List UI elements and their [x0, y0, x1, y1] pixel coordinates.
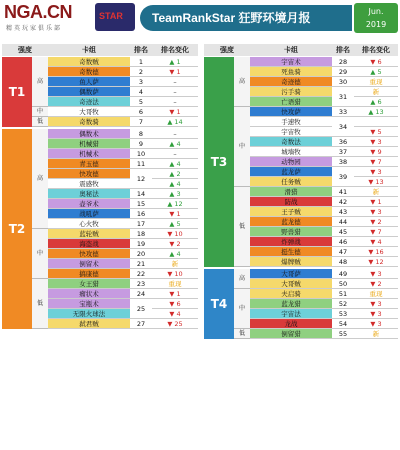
sub-tier-label: 低: [234, 187, 250, 267]
deck-name: 龙战: [250, 319, 332, 329]
rank-value: 16: [130, 209, 152, 219]
rank-value: 44: [332, 217, 354, 227]
rank-value: 24: [130, 289, 152, 299]
rank-change: 新: [152, 259, 198, 269]
deck-name: 偶数术: [48, 129, 130, 139]
deck-name: 蓝龙猎: [250, 299, 332, 309]
rank-change: ▲ 6: [354, 97, 398, 107]
sub-tier-label: 高: [32, 129, 48, 229]
rank-value: 28: [332, 57, 354, 67]
sub-tier-label: 低: [32, 279, 48, 329]
deck-name: 弑君贼: [48, 319, 130, 329]
rank-change: ▼ 3: [354, 137, 398, 147]
rank-value: 45: [332, 227, 354, 237]
rank-change: 重现: [354, 77, 398, 87]
deck-name: 防战: [250, 197, 332, 207]
rank-value: 29: [332, 67, 354, 77]
deck-name: 蓝龙萨: [250, 167, 332, 177]
header-rank: 排名: [130, 44, 152, 56]
rank-value: 4: [130, 87, 152, 97]
deck-name: 奇迹法: [48, 97, 130, 107]
rank-change: ▲ 3: [152, 189, 198, 199]
rank-value: 6: [130, 107, 152, 117]
date-badge: [354, 3, 398, 33]
deck-name: 鱼人萨: [48, 77, 130, 87]
rank-change: –: [152, 149, 198, 159]
rank-change: ▼ 4: [354, 237, 398, 247]
rank-change: ▼ 5: [354, 127, 398, 137]
rank-change: ▼ 3: [354, 299, 398, 309]
header-deck: 卡组: [250, 44, 332, 56]
deck-name: 爆牌贼: [250, 257, 332, 267]
rank-value: 31: [332, 87, 354, 107]
deck-name: 战吼萨: [48, 209, 130, 219]
deck-name: 城墙牧: [250, 147, 332, 157]
rank-change: ▼ 3: [354, 309, 398, 319]
header: [0, 0, 400, 36]
rank-value: 12: [130, 169, 152, 189]
rank-value: 53: [332, 309, 354, 319]
rank-value: 15: [130, 199, 152, 209]
rank-change: ▼ 1: [152, 289, 198, 299]
rank-value: 30: [332, 77, 354, 87]
deck-name: 手速牧: [250, 117, 332, 127]
rank-change: ▼ 3: [354, 207, 398, 217]
rank-change: ▼ 1: [152, 67, 198, 77]
report-title-banner: TeamRankStar 狂野环境月报: [140, 5, 352, 31]
header-deck: 卡组: [48, 44, 130, 56]
rank-value: 47: [332, 247, 354, 257]
deck-name: 震感牧: [48, 179, 130, 189]
rank-value: 11: [130, 159, 152, 169]
deck-name: 野兽猎: [250, 227, 332, 237]
deck-name: 倒留猎: [250, 329, 332, 339]
deck-name: 死鱼骑: [250, 67, 332, 77]
deck-name: 奇数贼: [48, 57, 130, 67]
deck-name: 宇宙法: [250, 309, 332, 319]
sub-tier-label: 高: [234, 269, 250, 289]
rank-change: ▼ 2: [152, 239, 198, 249]
sub-tier-label: 中: [234, 107, 250, 187]
rank-value: 19: [130, 239, 152, 249]
deck-name: 蓝龙德: [250, 217, 332, 227]
deck-name: 机械术: [48, 149, 130, 159]
tier-label: T4: [204, 269, 234, 339]
deck-name: 夫启骑: [250, 289, 332, 299]
rank-value: 49: [332, 269, 354, 279]
deck-name: 动物园: [250, 157, 332, 167]
deck-name: 大哥贼: [250, 279, 332, 289]
sub-tier-label: 高: [32, 57, 48, 107]
rank-change: ▼ 10: [152, 269, 198, 279]
rank-change: ▼ 3: [354, 269, 398, 279]
deck-name: 奇数骑: [48, 117, 130, 127]
rank-change: ▼ 16: [354, 247, 398, 257]
sub-tier-label: 高: [234, 57, 250, 107]
deck-name: 炸弹战: [250, 237, 332, 247]
deck-name: 奇迹德: [250, 77, 332, 87]
rank-value: 41: [332, 187, 354, 197]
rank-change: –: [152, 97, 198, 107]
rank-value: 55: [332, 329, 354, 339]
rank-change: –: [152, 129, 198, 139]
deck-name: 壶爷术: [48, 199, 130, 209]
deck-name: 污手骑: [250, 87, 332, 97]
rank-value: 50: [332, 279, 354, 289]
rank-value: 20: [130, 249, 152, 259]
deck-name: 大哥牧: [48, 107, 130, 117]
rank-change: 新: [354, 87, 398, 97]
rank-change: ▼ 4: [152, 309, 198, 319]
rank-change: 新: [354, 329, 398, 339]
rank-value: 21: [130, 259, 152, 269]
deck-name: 瘤状术: [48, 289, 130, 299]
logo-subtitle: 精英玩家俱乐部: [6, 25, 63, 32]
rank-value: 22: [130, 269, 152, 279]
sub-tier-label: 中: [234, 289, 250, 329]
deck-name: 无限火球法: [48, 309, 130, 319]
rank-value: 9: [130, 139, 152, 149]
rank-value: 10: [130, 149, 152, 159]
rank-value: 43: [332, 207, 354, 217]
rank-value: 2: [130, 67, 152, 77]
deck-name: 搞康德: [48, 269, 130, 279]
rank-change: ▲ 4: [152, 139, 198, 149]
deck-name: 偶数萨: [48, 87, 130, 97]
rank-value: 14: [130, 189, 152, 199]
rank-value: 36: [332, 137, 354, 147]
rank-change: ▲ 5: [354, 67, 398, 77]
header-change: 排名变化: [152, 44, 198, 56]
tier-label: T2: [2, 129, 32, 329]
rank-change: ▼ 7: [354, 227, 398, 237]
rank-value: 54: [332, 319, 354, 329]
emblem-text: STAR: [99, 11, 123, 21]
rank-change: ▼ 3: [354, 319, 398, 329]
rank-value: 38: [332, 157, 354, 167]
rank-change: ▼ 9: [354, 147, 398, 157]
rank-change: 新: [354, 187, 398, 197]
rank-value: 52: [332, 299, 354, 309]
rank-change: ▼ 25: [152, 319, 198, 329]
rank-value: 7: [130, 117, 152, 127]
rank-change: ▼ 1: [152, 209, 198, 219]
rank-value: 33: [332, 107, 354, 117]
rank-change: ▼ 2: [354, 217, 398, 227]
header-strength: 强度: [2, 44, 48, 56]
rank-change: ▲ 4: [152, 159, 198, 169]
rank-change: –: [152, 87, 198, 97]
deck-name: 快攻德: [48, 169, 130, 179]
rank-value: 34: [332, 117, 354, 137]
rank-change: ▼ 6: [152, 299, 198, 309]
rank-change: ▲ 4: [152, 249, 198, 259]
deck-name: 心火牧: [48, 219, 130, 229]
deck-name: 滑猎: [250, 187, 332, 197]
header-rank: 排名: [332, 44, 354, 56]
nga-logo: NGA.CN: [4, 2, 72, 22]
deck-name: 亡语猎: [250, 97, 332, 107]
team-star-emblem: [95, 3, 135, 31]
rank-value: 23: [130, 279, 152, 289]
deck-name: 挺生德: [250, 247, 332, 257]
rank-change: ▼ 6: [354, 57, 398, 67]
rank-value: 39: [332, 167, 354, 187]
deck-name: 宇宙术: [250, 57, 332, 67]
rank-value: 17: [130, 219, 152, 229]
date-year: 2019: [365, 20, 387, 29]
sub-tier-label: 中: [32, 107, 48, 117]
deck-name: 宝瓶术: [48, 299, 130, 309]
header-strength: 强度: [204, 44, 250, 56]
rank-change: ▼ 1: [354, 197, 398, 207]
rank-value: 1: [130, 57, 152, 67]
tier-label: T3: [204, 57, 234, 267]
deck-name: 快攻萨: [250, 107, 332, 117]
rank-change: 重现: [152, 279, 198, 289]
deck-name: 快攻德: [48, 249, 130, 259]
rank-change: –: [152, 77, 198, 87]
rank-change: ▼ 2: [354, 279, 398, 289]
sub-tier-label: 低: [234, 329, 250, 339]
rank-change: ▼ 10: [152, 229, 198, 239]
tier-label: T1: [2, 57, 32, 127]
rank-change: ▼ 12: [354, 257, 398, 267]
rank-change: ▼ 1: [152, 107, 198, 117]
rank-change: ▲ 13: [354, 107, 398, 117]
header-change: 排名变化: [354, 44, 398, 56]
rank-value: 18: [130, 229, 152, 239]
rank-value: 25: [130, 299, 152, 319]
rank-change: ▲ 12: [152, 199, 198, 209]
rank-change: ▼ 13: [354, 177, 398, 187]
sub-tier-label: 中: [32, 229, 48, 279]
deck-name: 王子贼: [250, 207, 332, 217]
deck-name: 倒留术: [48, 259, 130, 269]
deck-name: 大哥萨: [250, 269, 332, 279]
rank-value: 8: [130, 129, 152, 139]
sub-tier-label: 低: [32, 117, 48, 127]
rank-value: 46: [332, 237, 354, 247]
deck-name: 奇数法: [250, 137, 332, 147]
rank-change: ▲ 5: [152, 219, 198, 229]
rank-change: [354, 117, 398, 127]
deck-name: 任务贼: [250, 177, 332, 187]
rank-value: 27: [130, 319, 152, 329]
deck-name: 机械猎: [48, 139, 130, 149]
rank-change: ▼ 3: [354, 167, 398, 177]
deck-name: 宇宙牧: [250, 127, 332, 137]
rank-value: 51: [332, 289, 354, 299]
rank-change: ▲ 1: [152, 57, 198, 67]
rank-value: 3: [130, 77, 152, 87]
rank-change: 重现: [354, 289, 398, 299]
deck-name: 蓝轮贼: [48, 229, 130, 239]
rank-change: ▼ 7: [354, 157, 398, 167]
rank-value: 42: [332, 197, 354, 207]
rank-change: ▲ 2: [152, 169, 198, 179]
rank-change: ▲ 4: [152, 179, 198, 189]
deck-name: 海盗战: [48, 239, 130, 249]
deck-name: 女王猎: [48, 279, 130, 289]
deck-name: 青玉德: [48, 159, 130, 169]
date-month: Jun.: [368, 7, 384, 16]
rank-change: ▲ 14: [152, 117, 198, 127]
rank-value: 48: [332, 257, 354, 267]
rank-value: 37: [332, 147, 354, 157]
rank-value: 5: [130, 97, 152, 107]
deck-name: 奥秘法: [48, 189, 130, 199]
deck-name: 奇数德: [48, 67, 130, 77]
